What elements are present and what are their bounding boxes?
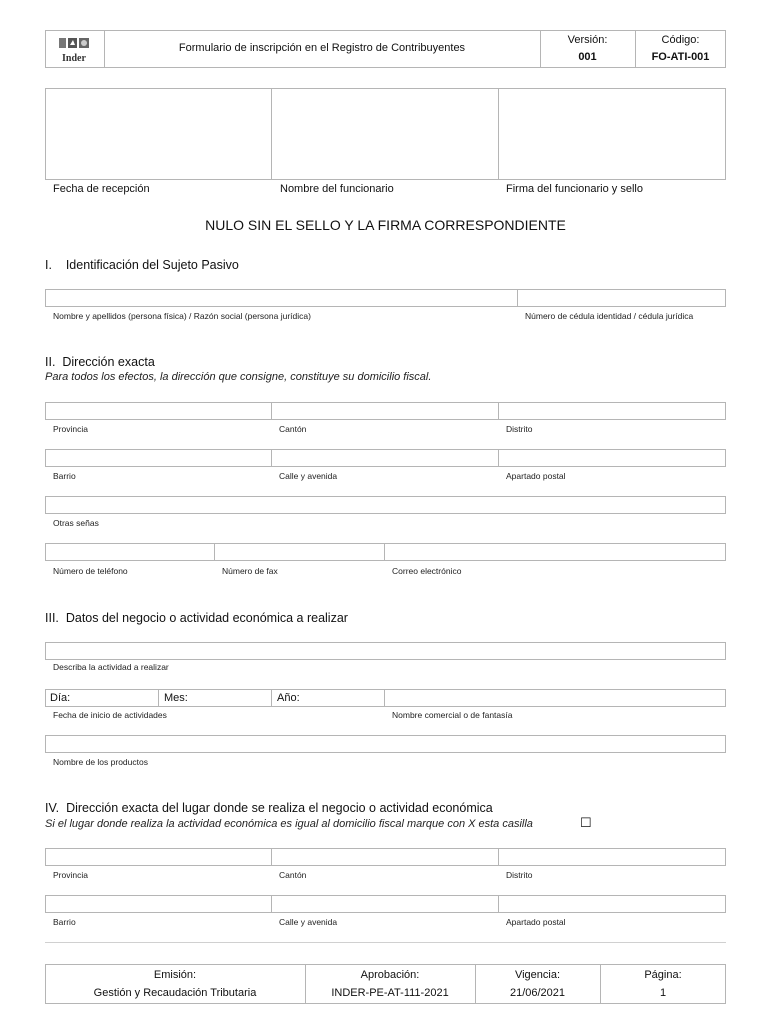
emision-label: Emisión: [153,969,197,981]
calle-label: Calle y avenida [279,471,338,481]
productos-field[interactable] [45,735,726,753]
version-value: 001 [578,51,597,63]
anio-label: Año: [277,692,300,704]
inder-logo [57,36,97,62]
null-warning: NULO SIN EL SELLO Y LA FIRMA CORRESPONDIENTE [205,217,566,233]
nombre-comercial-label: Nombre comercial o de fantasía [392,710,513,720]
fax-label: Número de fax [222,566,278,576]
negocio-provincia-field[interactable] [45,848,272,866]
pagina-label: Página: [644,969,682,981]
correo-label: Correo electrónico [392,566,462,576]
pagina-value: 1 [659,987,667,999]
section-2-note: Para todos los efectos, la dirección que consigne, constituye su domicilio fiscal. [45,371,432,383]
negocio-distrito-field[interactable] [498,848,726,866]
productos-label: Nombre de los productos [53,757,148,767]
apartado-field[interactable] [498,449,726,467]
same-address-checkbox[interactable]: ☐ [580,815,592,830]
reception-signature-label: Firma del funcionario y sello [506,183,643,195]
logo-emblem-icon [57,36,97,50]
taxpayer-id-label: Número de cédula identidad / cédula jurídica [525,311,694,321]
provincia-label: Provincia [53,424,88,434]
fax-field[interactable] [214,543,385,561]
form-title: Formulario de inscripción en el Registro de Contribuyentes [178,42,466,54]
section-4-note: Si el lugar donde realiza la actividad económica es igual al domicilio fiscal marque con X esta casilla [45,818,533,830]
negocio-apartado-field[interactable] [498,895,726,913]
taxpayer-name-field[interactable] [45,289,518,307]
provincia-field[interactable] [45,402,272,420]
section-2-title: II. Dirección exacta [45,355,155,369]
logo-text: Inder [62,53,86,64]
dia-label: Día: [50,692,71,704]
version-label: Versión: [567,34,608,46]
distrito-field[interactable] [498,402,726,420]
apartado-label: Apartado postal [506,471,566,481]
actividad-label: Describa la actividad a realizar [53,662,169,672]
otras-senas-label: Otras señas [53,518,99,528]
calle-field[interactable] [271,449,499,467]
vigencia-label: Vigencia: [514,969,561,981]
telefono-field[interactable] [45,543,215,561]
section-1-title: I. Identificación del Sujeto Pasivo [45,258,239,272]
canton-label: Cantón [279,424,307,434]
taxpayer-name-label: Nombre y apellidos (persona física) / Razón social (persona jurídica) [53,311,311,321]
negocio-barrio-label: Barrio [53,917,76,927]
barrio-field[interactable] [45,449,272,467]
reception-divider [271,88,272,180]
section-4-title: IV. Dirección exacta del lugar donde se realiza el negocio o actividad económica [45,801,493,815]
reception-box [45,88,726,180]
negocio-canton-label: Cantón [279,870,307,880]
fecha-inicio-label: Fecha de inicio de actividades [53,710,167,720]
actividad-field[interactable] [45,642,726,660]
footer-separator [45,942,726,943]
code-value: FO-ATI-001 [651,51,710,63]
aprobacion-value: INDER-PE-AT-111-2021 [331,987,449,999]
mes-label: Mes: [164,692,188,704]
negocio-calle-label: Calle y avenida [279,917,338,927]
emision-value: Gestión y Recaudación Tributaria [93,987,257,999]
telefono-label: Número de teléfono [53,566,128,576]
negocio-calle-field[interactable] [271,895,499,913]
negocio-distrito-label: Distrito [506,870,533,880]
reception-divider [498,88,499,180]
section-3-title: III. Datos del negocio o actividad económica a realizar [45,611,348,625]
barrio-label: Barrio [53,471,76,481]
negocio-barrio-field[interactable] [45,895,272,913]
taxpayer-id-field[interactable] [517,289,726,307]
correo-field[interactable] [384,543,726,561]
code-label: Código: [661,34,700,46]
negocio-provincia-label: Provincia [53,870,88,880]
aprobacion-label: Aprobación: [360,969,420,981]
reception-date-label: Fecha de recepción [53,183,150,195]
distrito-label: Distrito [506,424,533,434]
otras-senas-field[interactable] [45,496,726,514]
nombre-comercial-field[interactable] [384,689,726,707]
negocio-canton-field[interactable] [271,848,499,866]
negocio-apartado-label: Apartado postal [506,917,566,927]
reception-officer-label: Nombre del funcionario [280,183,394,195]
vigencia-value: 21/06/2021 [509,987,566,999]
canton-field[interactable] [271,402,499,420]
